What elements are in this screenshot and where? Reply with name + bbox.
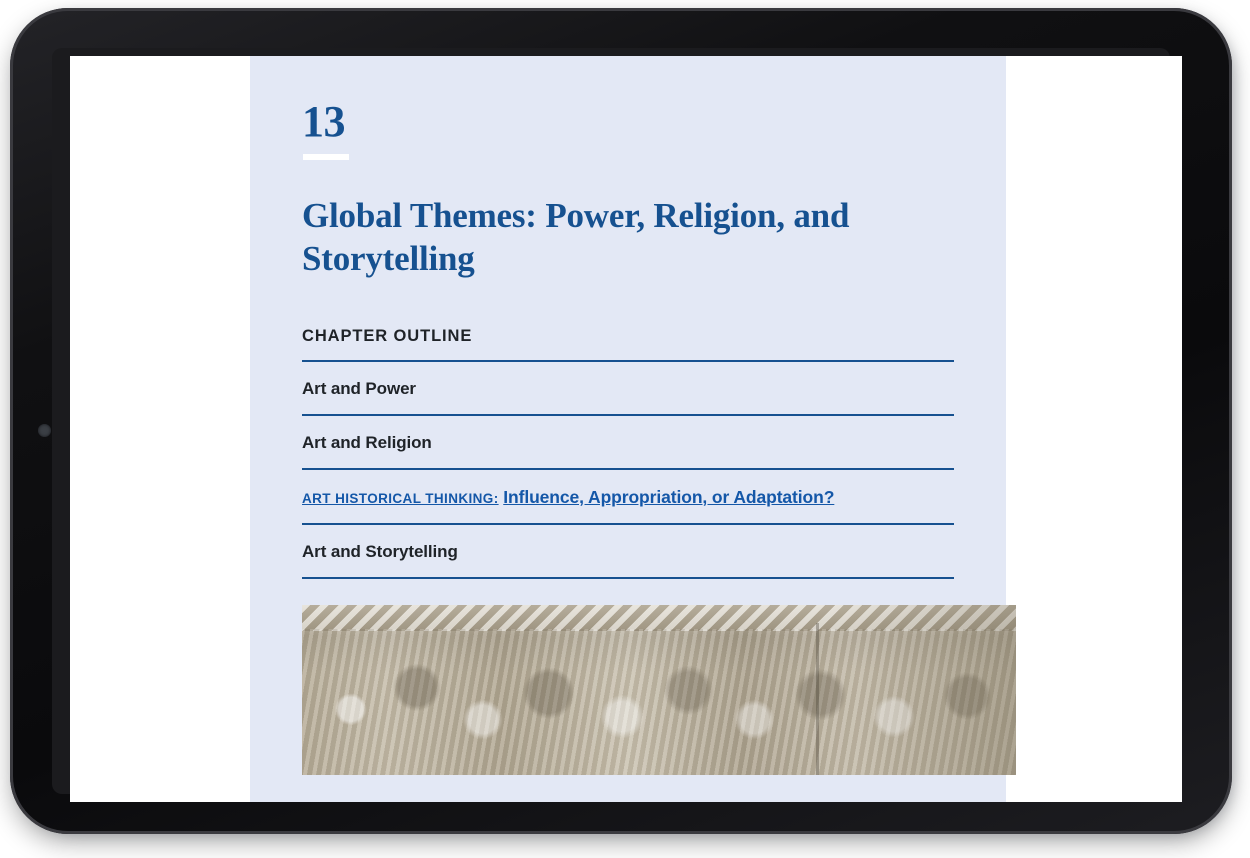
- relief-stone-seam: [816, 623, 819, 775]
- relief-carving-image: [302, 605, 1016, 775]
- chapter-opener-panel: [250, 56, 1006, 802]
- outline-item-eyebrow: ART HISTORICAL THINKING:: [302, 490, 499, 506]
- outline-item-art-historical-thinking[interactable]: [302, 468, 954, 523]
- outline-item-label: Influence, Appropriation, or Adaptation?: [503, 486, 835, 507]
- stone-relief-figure: [302, 605, 1016, 775]
- camera-dot-icon: [38, 424, 51, 437]
- outline-item-art-and-religion[interactable]: [302, 414, 954, 468]
- outline-item-label: Art and Storytelling: [302, 541, 458, 561]
- chapter-outline-label: CHAPTER OUTLINE: [302, 326, 473, 345]
- chapter-number-rule: [303, 154, 349, 160]
- outline-item-art-and-storytelling[interactable]: [302, 523, 954, 579]
- outline-item-art-and-power[interactable]: [302, 360, 954, 414]
- chapter-number: 13: [302, 97, 345, 146]
- outline-item-label: Art and Religion: [302, 432, 432, 452]
- relief-shading-overlay: [830, 605, 1016, 775]
- chapter-outline-list: [302, 360, 954, 579]
- tablet-screen: [70, 56, 1182, 802]
- outline-item-label: Art and Power: [302, 378, 416, 398]
- page-title: Global Themes: Power, Religion, and Storytelling: [302, 196, 850, 279]
